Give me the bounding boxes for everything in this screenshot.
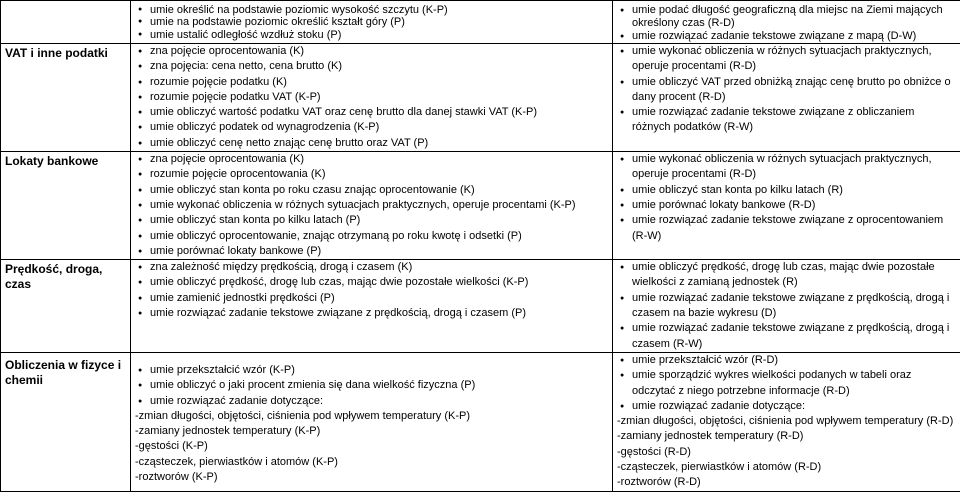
topic-cell: Prędkość, droga, czas [1,260,131,353]
list-item: ● umie obliczyć prędkość, drogę lub czas, mając dwie pozostałe wielkości z zamianą jednostek (R) [632,260,956,291]
table-row [1,44,960,152]
requirement-list [135,152,608,259]
text-line: -cząsteczek, pierwiastków i atomów (R-D) [617,460,956,475]
requirement-list [135,44,608,151]
list-item: ● umie rozwiązać zadanie tekstowe związane z prędkością, drogą i czasem na bazie wykresu (D) [632,291,956,322]
table-row [1,152,960,260]
basic-requirements-cell [131,1,613,44]
requirement-list [135,260,608,321]
list-item: ● umie sporządzić wykres wielkości podanych w tabeli oraz odczytać z niego potrzebne informacje (R-D) [632,368,956,399]
list-item: ● zna zależność między prędkością, drogą i czasem (K) [150,260,608,275]
list-item: ● umie rozwiązać zadanie tekstowe związane z oprocentowaniem (R-W) [632,213,956,244]
topic-cell [1,1,131,44]
list-item: ● umie rozwiązać zadanie tekstowe związane z obliczaniem różnych podatków (R-W) [632,105,956,136]
list-item: ● umie przekształcić wzór (R-D) [632,353,956,368]
list-item: ● zna pojęcie oprocentowania (K) [150,152,608,167]
list-item: ● umie rozwiązać zadanie tekstowe związane z prędkością, drogą i czasem (P) [150,306,608,321]
advanced-requirements-cell [613,352,960,491]
list-item: ● umie obliczyć stan konta po kilku latach (P) [150,213,608,228]
list-item: ● umie podać długość geograficzną dla miejsc na Ziemi mających określony czas (R-D) [632,4,956,30]
list-item: ● zna pojęcia: cena netto, cena brutto (K) [150,59,608,74]
list-item: ● umie rozwiązać zadanie tekstowe związane z prędkością, drogą i czasem (R-W) [632,321,956,352]
table-row [1,1,960,44]
requirement-list [135,4,608,41]
list-item: ● umie obliczyć stan konta po kilku latach (R) [632,183,956,198]
list-item: ● umie wykonać obliczenia w różnych sytuacjach praktycznych, operuje procentami (K-P) [150,198,608,213]
list-item: ● umie obliczyć cenę netto znając cenę brutto oraz VAT (P) [150,136,608,151]
text-line: -zmian długości, objętości, ciśnienia pod wpływem temperatury (R-D) [617,414,956,429]
requirement-list [617,260,956,352]
text-line: -gęstości (R-D) [617,445,956,460]
table-row [1,260,960,353]
list-item: ● umie rozwiązać zadanie dotyczące: [150,394,608,409]
list-item: ● umie obliczyć o jaki procent zmienia się dana wielkość fizyczna (P) [150,378,608,393]
list-item: ● umie rozwiązać zadanie tekstowe związane z mapą (D-W) [632,30,956,43]
text-line: -gęstości (K-P) [135,439,608,454]
list-item: ● umie określić na podstawie poziomic wysokość szczytu (K-P) [150,4,608,16]
list-item: ● umie na podstawie poziomic określić kształt góry (P) [150,16,608,28]
advanced-requirements-cell [613,44,960,152]
advanced-requirements-cell [613,152,960,260]
basic-requirements-cell [131,152,613,260]
list-item: ● umie przekształcić wzór (K-P) [150,363,608,378]
table-row [1,352,960,491]
topic-cell: Lokaty bankowe [1,152,131,260]
basic-requirements-cell [131,352,613,491]
list-item: ● zna pojęcie oprocentowania (K) [150,44,608,59]
list-item: ● umie wykonać obliczenia w różnych sytuacjach praktycznych, operuje procentami (R-D) [632,44,956,75]
list-item: ● umie obliczyć prędkość, drogę lub czas, mając dwie pozostałe wielkości (K-P) [150,275,608,290]
list-item: ● umie porównać lokaty bankowe (P) [150,244,608,259]
requirement-list [135,363,608,409]
list-item: ● umie zamienić jednostki prędkości (P) [150,291,608,306]
list-item: ● rozumie pojęcie oprocentowania (K) [150,167,608,182]
list-item: ● umie obliczyć stan konta po roku czasu znając oprocentowanie (K) [150,183,608,198]
text-line: -roztworów (K-P) [135,470,608,485]
list-item: ● umie obliczyć oprocentowanie, znając otrzymaną po roku kwotę i odsetki (P) [150,229,608,244]
list-item: ● umie obliczyć VAT przed obniżką znając cenę brutto po obniżce o dany procent (R-D) [632,75,956,106]
list-item: ● umie obliczyć wartość podatku VAT oraz cenę brutto dla danej stawki VAT (K-P) [150,105,608,120]
spacer [135,353,608,363]
list-item: ● umie rozwiązać zadanie dotyczące: [632,399,956,414]
text-line: -cząsteczek, pierwiastków i atomów (K-P) [135,455,608,470]
text-line: -zamiany jednostek temperatury (R-D) [617,429,956,444]
list-item: ● umie porównać lokaty bankowe (R-D) [632,198,956,213]
text-line: -zmian długości, objętości, ciśnienia pod wpływem temperatury (K-P) [135,409,608,424]
text-line: -roztworów (R-D) [617,475,956,490]
requirement-list [617,44,956,136]
list-item: ● rozumie pojęcie podatku VAT (K-P) [150,90,608,105]
requirement-list [617,353,956,414]
list-item: ● umie ustalić odległość wzdłuż stoku (P) [150,29,608,41]
list-item: ● rozumie pojęcie podatku (K) [150,75,608,90]
advanced-requirements-cell [613,1,960,44]
advanced-requirements-cell [613,260,960,353]
topic-cell: Obliczenia w fizyce i chemii [1,352,131,491]
list-item: ● umie obliczyć podatek od wynagrodzenia (K-P) [150,120,608,135]
basic-requirements-cell [131,44,613,152]
list-item: ● umie wykonać obliczenia w różnych sytuacjach praktycznych, operuje procentami (R-D) [632,152,956,183]
requirement-list [617,152,956,244]
basic-requirements-cell [131,260,613,353]
requirement-list [617,4,956,43]
text-line: -zamiany jednostek temperatury (K-P) [135,424,608,439]
topic-cell: VAT i inne podatki [1,44,131,152]
